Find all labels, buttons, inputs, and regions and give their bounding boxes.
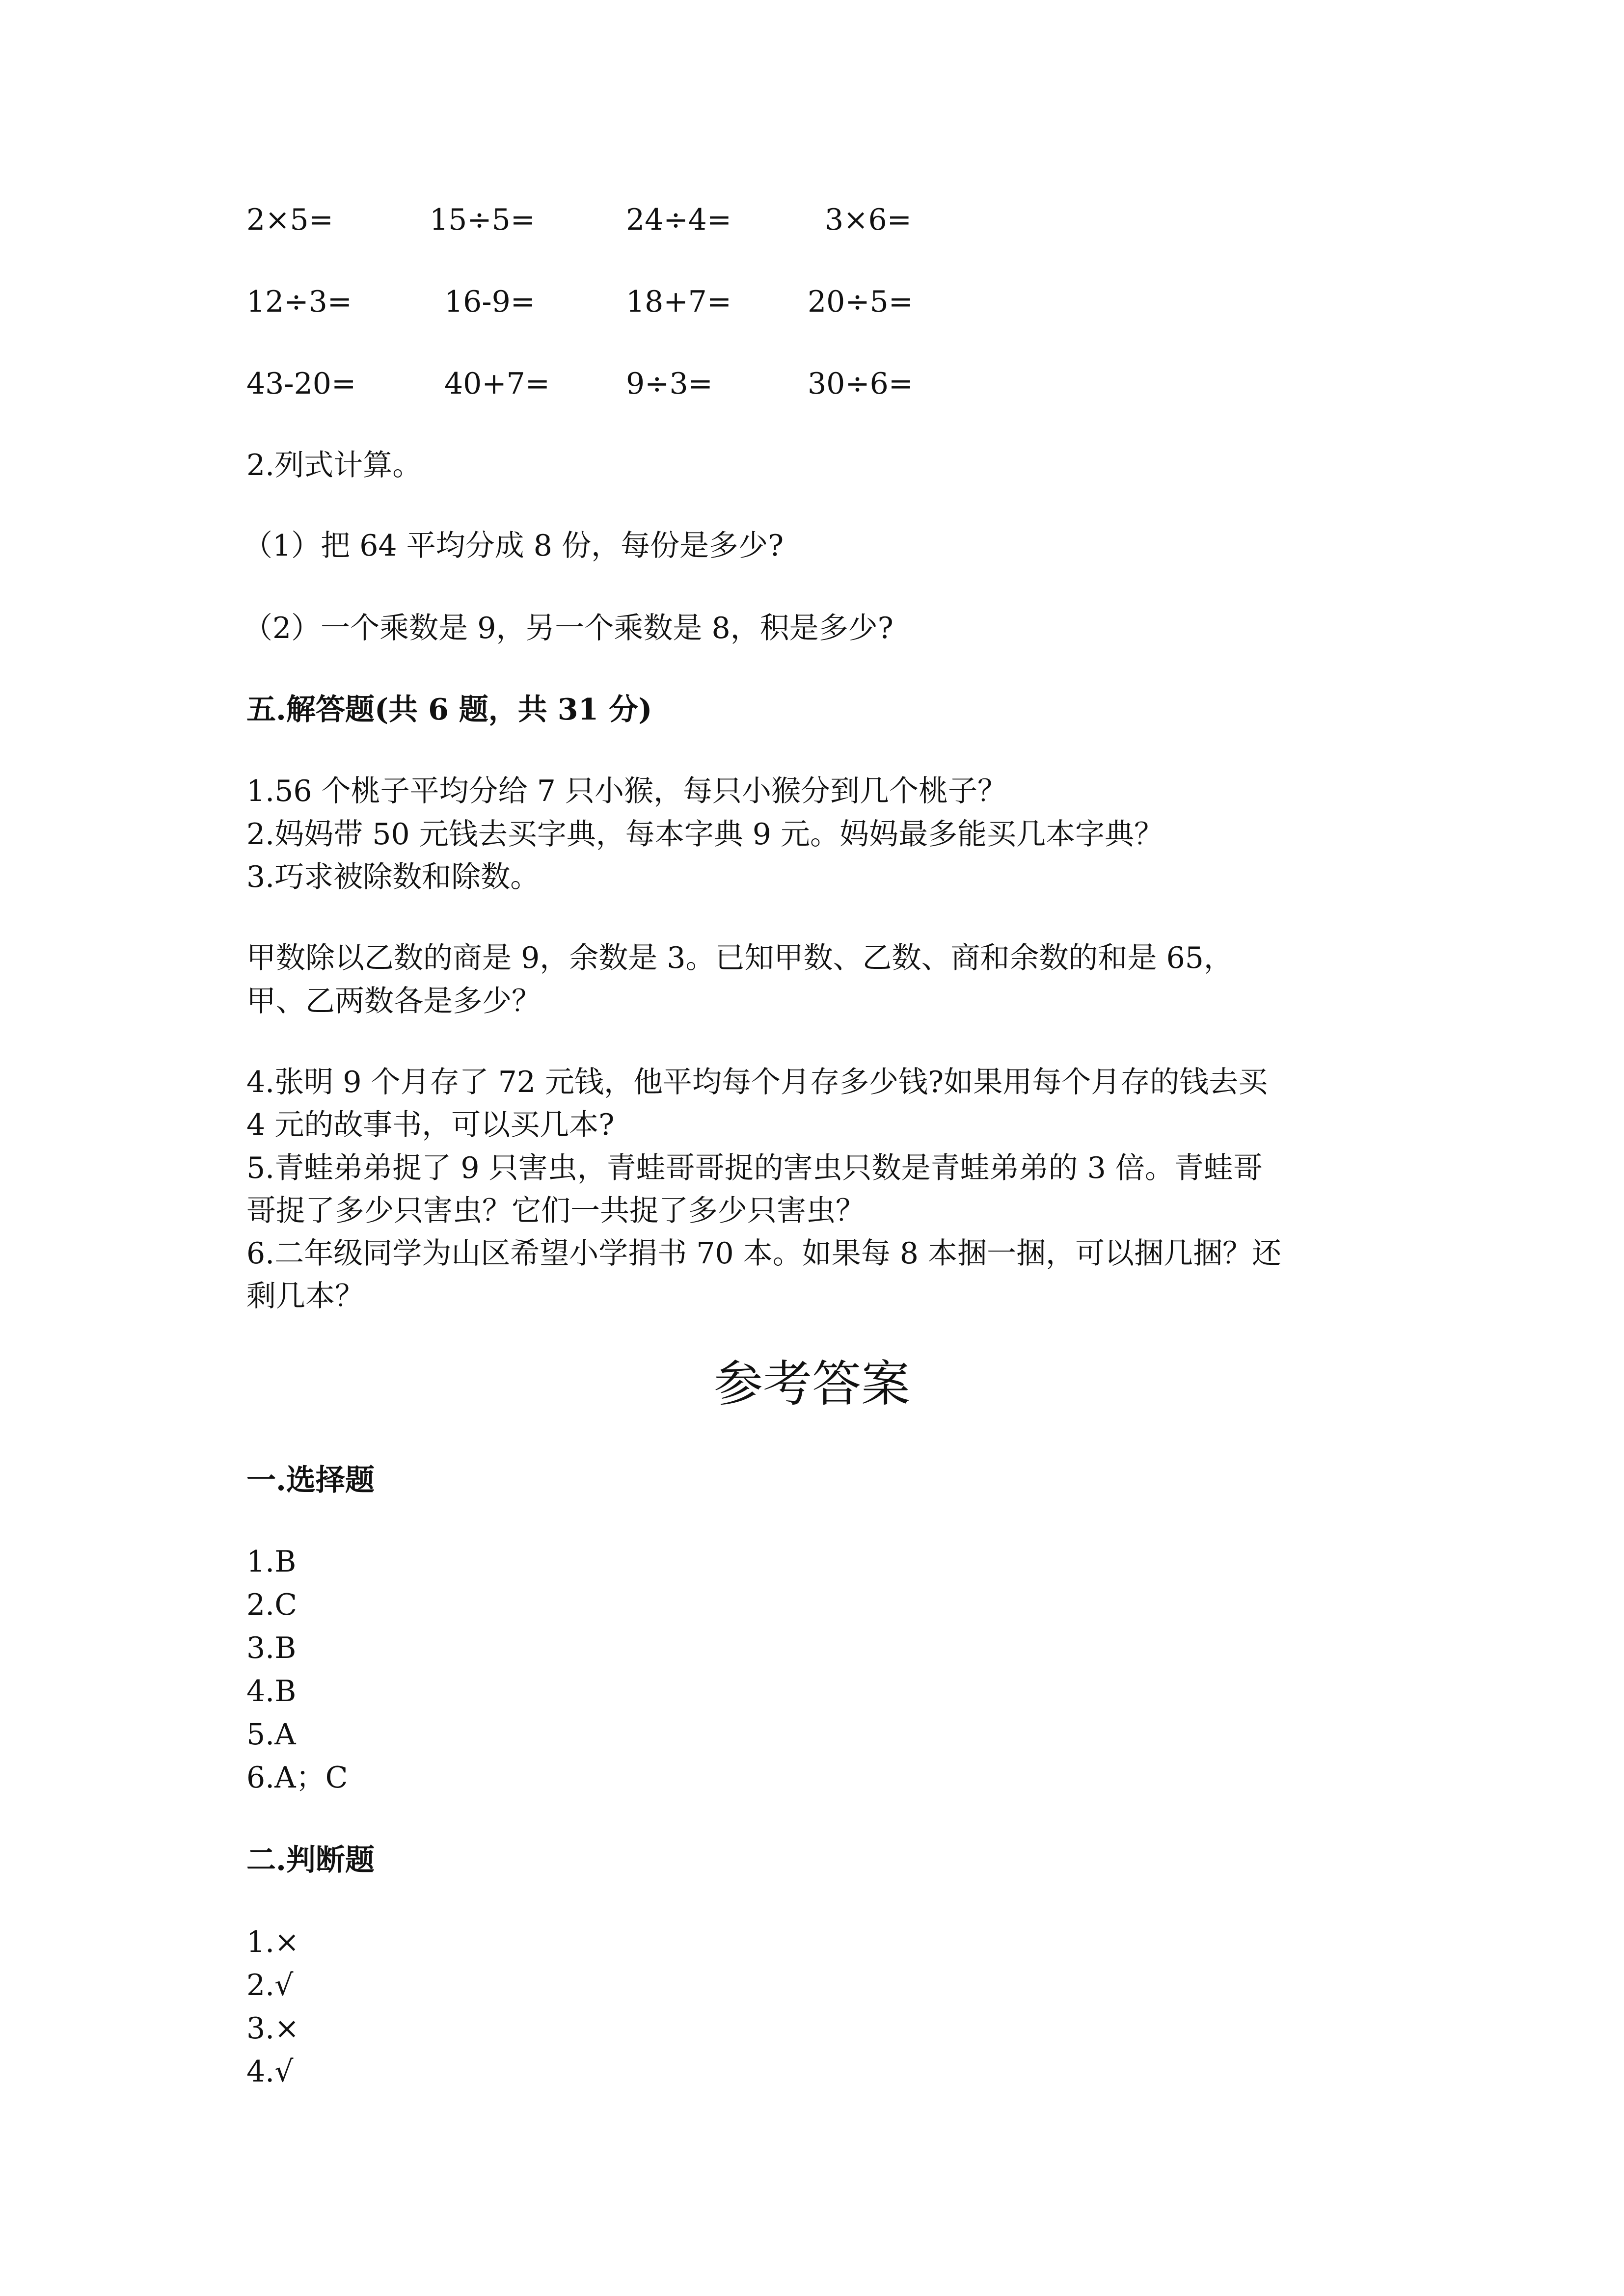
answer-section-heading: 二.判断题 xyxy=(246,1843,375,1877)
problem-line: 哥捉了多少只害虫？它们一共捉了多少只害虫？ xyxy=(246,1194,865,1228)
problem-line: 4 元的故事书，可以买几本? xyxy=(246,1108,615,1142)
answer-item: 4.B xyxy=(246,1674,297,1709)
answer-item: 5.A xyxy=(246,1717,296,1752)
arith-item: 18+7= xyxy=(626,285,732,319)
arith-item: 3×6= xyxy=(825,203,912,237)
answer-item: 1.B xyxy=(246,1545,297,1579)
answer-item: 6.A；C xyxy=(246,1761,348,1795)
arith-item: 9÷3= xyxy=(626,367,713,401)
question-item: （2）一个乘数是 9，另一个乘数是 8，积是多少? xyxy=(243,611,893,645)
problem-line: 6.二年级同学为山区希望小学捐书 70 本。如果每 8 本捆一捆，可以捆几捆？还 xyxy=(246,1236,1282,1271)
problem-line: 甲数除以乙数的商是 9，余数是 3。已知甲数、乙数、商和余数的和是 65， xyxy=(246,941,1233,975)
answer-section-heading: 一.选择题 xyxy=(246,1463,375,1497)
question-item: （1）把 64 平均分成 8 份，每份是多少? xyxy=(243,529,784,563)
arith-item: 43-20= xyxy=(246,367,356,401)
problem-line: 5.青蛙弟弟捉了 9 只害虫，青蛙哥哥捉的害虫只数是青蛙弟弟的 3 倍。青蛙哥 xyxy=(246,1151,1263,1185)
problem-line: 1.56 个桃子平均分给 7 只小猴，每只小猴分到几个桃子？ xyxy=(246,774,1007,808)
arith-item: 40+7= xyxy=(444,367,550,401)
arith-item: 20÷5= xyxy=(808,285,914,319)
answer-item: 2.√ xyxy=(246,1968,294,2002)
answer-item: 3.× xyxy=(246,2011,299,2046)
problem-line: 2.妈妈带 50 元钱去买字典，每本字典 9 元。妈妈最多能买几本字典？ xyxy=(246,817,1164,852)
question-heading: 2.列式计算。 xyxy=(246,448,422,482)
arith-item: 12÷3= xyxy=(246,285,352,319)
arith-item: 2×5= xyxy=(246,203,333,237)
arith-item: 16-9= xyxy=(444,285,536,319)
section-heading: 五.解答题(共 6 题，共 31 分) xyxy=(246,693,652,727)
answers-title: 参考答案 xyxy=(714,1355,910,1413)
problem-line: 甲、乙两数各是多少？ xyxy=(246,984,541,1018)
problem-line: 剩几本？ xyxy=(246,1279,364,1313)
answer-item: 1.× xyxy=(246,1925,299,1959)
answer-item: 2.C xyxy=(246,1588,298,1622)
answer-item: 4.√ xyxy=(246,2055,294,2089)
problem-line: 3.巧求被除数和除数。 xyxy=(246,860,540,894)
arith-item: 30÷6= xyxy=(808,367,914,401)
problem-line: 4.张明 9 个月存了 72 元钱，他平均每个月存多少钱?如果用每个月存的钱去买 xyxy=(246,1065,1268,1099)
arith-item: 15÷5= xyxy=(430,203,536,237)
arith-item: 24÷4= xyxy=(626,203,732,237)
answer-item: 3.B xyxy=(246,1631,297,1665)
